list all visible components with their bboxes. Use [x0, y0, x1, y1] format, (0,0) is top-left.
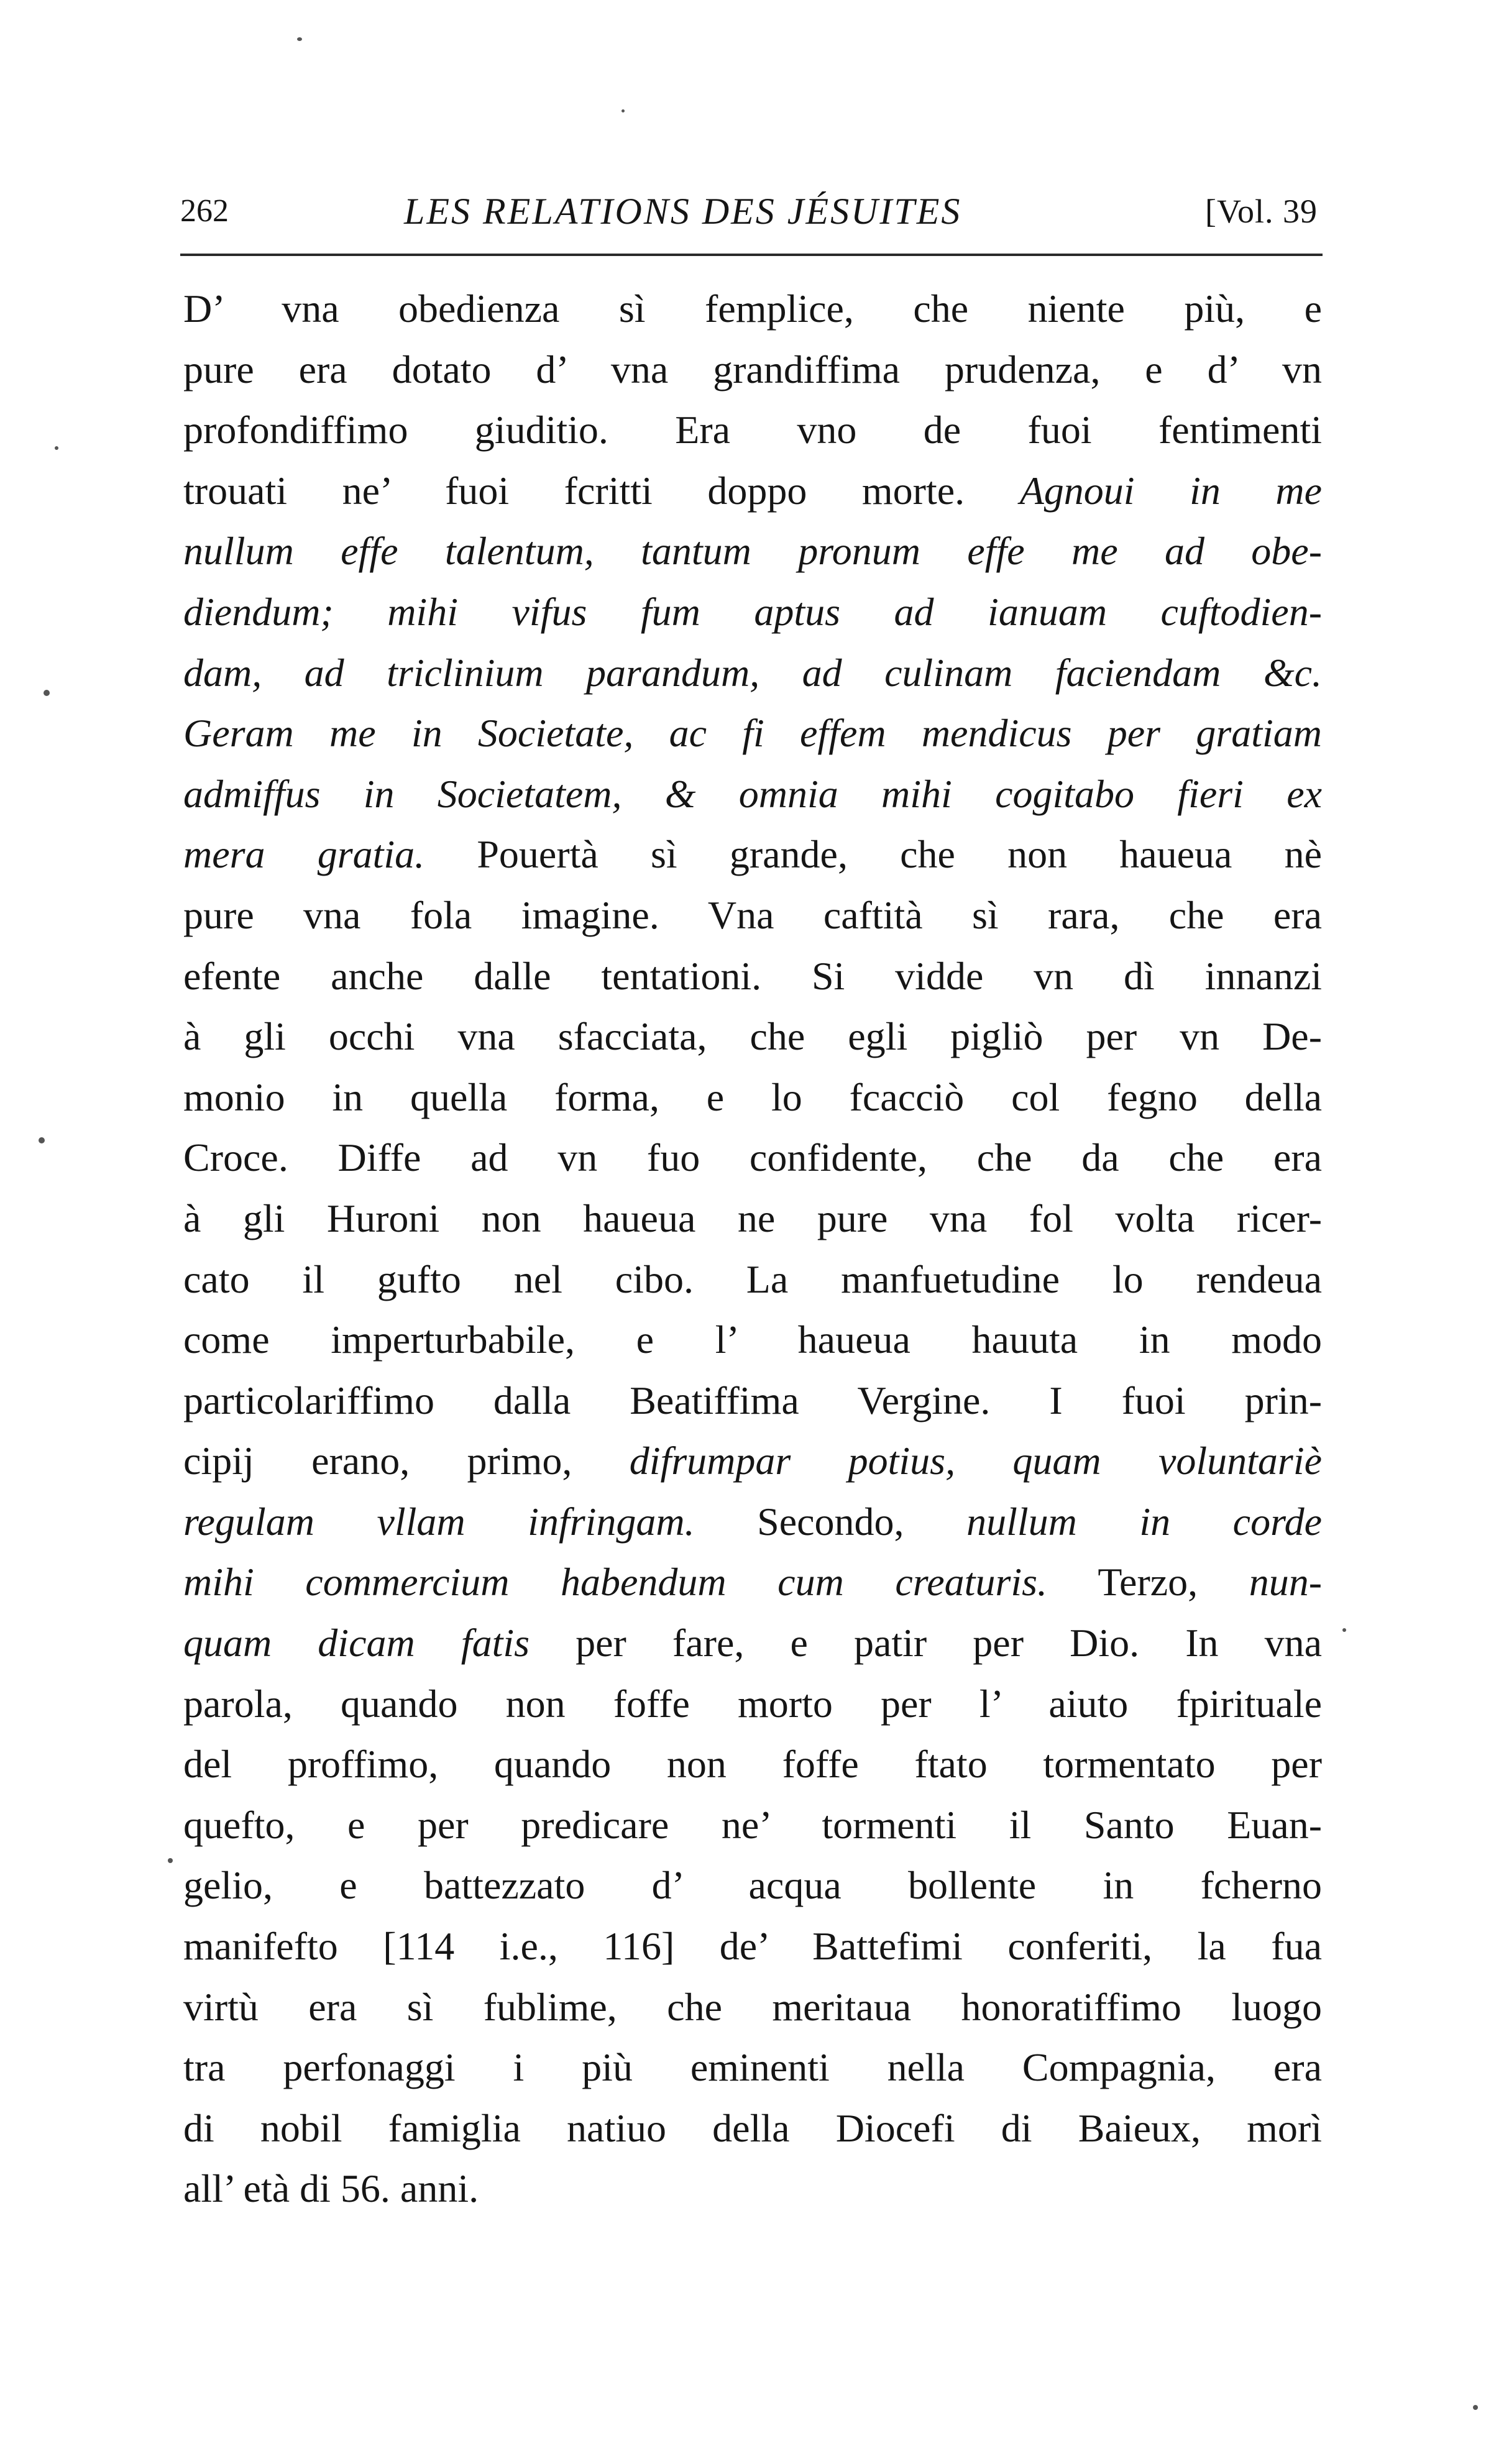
text-segment: del proffimo, quando non foffe ftato tormentato per: [183, 1742, 1322, 1787]
text-line: [183, 1067, 1322, 1128]
latin-quotation: admiffus in Societatem, & omnia mihi cogitabo fieri ex: [183, 771, 1322, 816]
text-segment: particolariffimo dalla Beatiffima Vergine. I fuoi prin-: [183, 1378, 1322, 1422]
latin-quotation: nullum in corde: [966, 1499, 1322, 1544]
text-line: [183, 1006, 1322, 1067]
scan-speck: [621, 109, 625, 112]
text-line: [183, 1491, 1322, 1552]
latin-quotation: diendum; mihi vifus fum aptus ad ianuam cuftodien-: [183, 589, 1322, 634]
text-segment: cipij erano, primo,: [183, 1439, 630, 1483]
scan-speck: [297, 37, 302, 41]
latin-quotation: nullum effe talentum, tantum pronum effe me ad obe-: [183, 529, 1322, 574]
text-line: [183, 1552, 1322, 1613]
latin-quotation: quam dicam fatis: [183, 1621, 530, 1665]
text-segment: Croce. Diffe ad vn fuo confidente, che da che era: [183, 1135, 1322, 1180]
running-header: [180, 186, 1318, 236]
text-line: [183, 1249, 1322, 1310]
text-line: [183, 460, 1322, 521]
text-line: [183, 582, 1322, 643]
scan-speck: [55, 446, 58, 450]
scan-speck: [39, 1137, 45, 1143]
text-line: [183, 400, 1322, 460]
text-segment: monio in quella forma, e lo fcacciò col fegno della: [183, 1074, 1322, 1119]
text-segment: profondiffimo giuditio. Era vno de fuoi fentimenti: [183, 408, 1322, 452]
volume-label: [Vol. 39: [1204, 193, 1318, 230]
text-segment: efente anche dalle tentationi. Si vidde vn dì innanzi: [183, 953, 1322, 998]
text-line: [183, 1370, 1322, 1431]
text-segment: D’ vna obedienza sì femplice, che niente più, e: [183, 286, 1322, 331]
text-line: [183, 1734, 1322, 1795]
latin-quotation: Agnoui in me: [1019, 468, 1323, 513]
latin-quotation: nun-: [1249, 1560, 1323, 1605]
latin-quotation: difrumpar potius, quam voluntariè: [629, 1439, 1322, 1483]
text-segment: Terzo,: [1047, 1560, 1249, 1605]
text-line: [183, 946, 1322, 1007]
text-segment: cato il gufto nel cibo. La manfuetudine lo rendeua: [183, 1257, 1322, 1301]
text-line: [183, 1916, 1322, 1977]
text-line: [183, 1795, 1322, 1856]
scan-speck: [1342, 1628, 1346, 1632]
scan-speck: [44, 690, 50, 696]
text-line: [183, 885, 1322, 946]
text-segment: pure vna fola imagine. Vna caftità sì rara, che era: [183, 892, 1322, 937]
latin-quotation: mera gratia.: [183, 832, 425, 877]
text-line: [183, 2037, 1322, 2098]
body-text: [183, 278, 1322, 2219]
text-segment: all’ età di 56. anni.: [183, 2166, 479, 2211]
text-segment: Secondo,: [694, 1499, 967, 1544]
scan-speck: [168, 1858, 173, 1863]
text-segment: Pouertà sì grande, che non haueua nè: [424, 832, 1322, 877]
text-segment: manifefto [114 i.e., 116] de’ Battefimi conferiti, la fua: [183, 1924, 1322, 1969]
text-line: [183, 1431, 1322, 1491]
text-line: [183, 1188, 1322, 1249]
scan-speck: [1473, 2405, 1478, 2410]
header-rule: [180, 254, 1323, 256]
running-title: LES RELATIONS DES JÉSUITES: [404, 191, 962, 232]
text-line: [183, 764, 1322, 825]
text-segment: parola, quando non foffe morto per l’ aiuto fpirituale: [183, 1681, 1322, 1726]
text-segment: pure era dotato d’ vna grandiffima prudenza, e d’ vn: [183, 347, 1322, 392]
text-segment: come imperturbabile, e l’ haueua hauuta in modo: [183, 1317, 1322, 1362]
text-segment: gelio, e battezzato d’ acqua bollente in fcherno: [183, 1863, 1322, 1908]
text-line: [183, 1977, 1322, 2038]
text-line: [183, 643, 1322, 703]
page-number: 262: [180, 193, 229, 229]
text-segment: trouati ne’ fuoi fcritti doppo morte.: [183, 468, 1020, 513]
text-line: [183, 1674, 1322, 1734]
latin-quotation: mihi commercium habendum cum creaturis.: [183, 1560, 1048, 1605]
text-line: [183, 521, 1322, 582]
text-segment: quefto, e per predicare ne’ tormenti il Santo Euan-: [183, 1802, 1322, 1847]
text-line: [183, 1127, 1322, 1188]
text-line: [183, 2158, 1322, 2219]
text-segment: di nobil famiglia natiuo della Diocefi di Baieux, morì: [183, 2105, 1322, 2150]
text-line: [183, 1309, 1322, 1370]
text-line: [183, 339, 1322, 400]
latin-quotation: regulam vllam infringam.: [183, 1499, 695, 1544]
latin-quotation: Geram me in Societate, ac fi effem mendicus per gratiam: [183, 711, 1322, 756]
text-line: [183, 824, 1322, 885]
text-segment: per fare, e patir per Dio. In vna: [530, 1621, 1323, 1665]
text-segment: virtù era sì fublime, che meritaua honoratiffimo luogo: [183, 1984, 1322, 2029]
text-line: [183, 2098, 1322, 2159]
text-segment: à gli Huroni non haueua ne pure vna fol volta ricer-: [183, 1196, 1322, 1240]
text-line: [183, 278, 1322, 339]
text-line: [183, 1855, 1322, 1916]
text-line: [183, 703, 1322, 764]
latin-quotation: dam, ad triclinium parandum, ad culinam faciendam &c.: [183, 650, 1322, 695]
text-segment: tra perfonaggi i più eminenti nella Compagnia, era: [183, 2045, 1322, 2090]
text-line: [183, 1613, 1322, 1674]
text-segment: à gli occhi vna sfacciata, che egli pigliò per vn De-: [183, 1014, 1322, 1059]
